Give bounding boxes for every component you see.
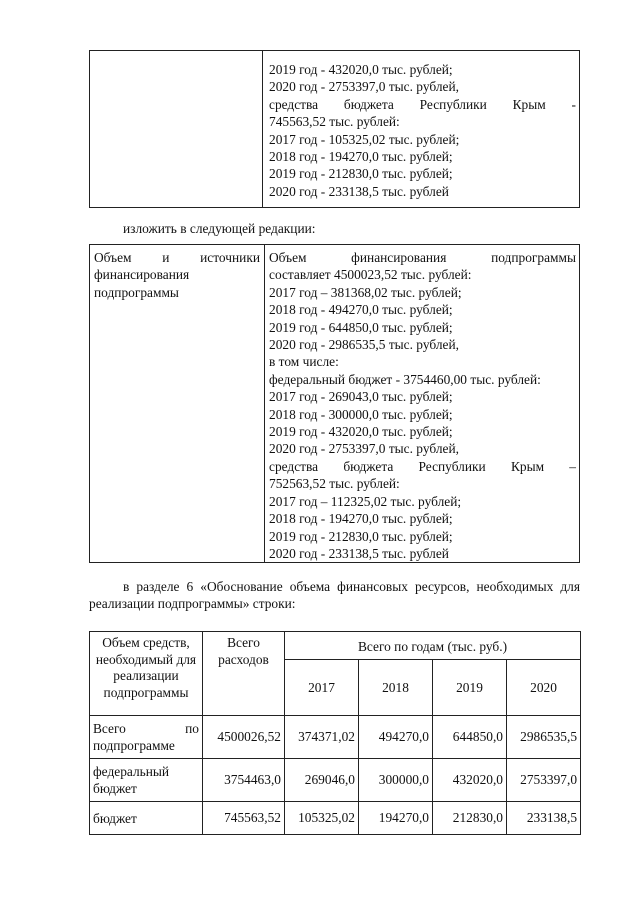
old-line: 2020 год - 233138,5 тыс. рублей (269, 183, 449, 199)
row-total: 3754463,0 (203, 759, 285, 802)
funding-table-old-value-cell (263, 51, 580, 208)
new-line: федеральный бюджет - 3754460,00 тыс. рублей: (269, 371, 541, 387)
row-value: 644850,0 (433, 716, 507, 759)
table-row (90, 716, 581, 759)
new-line: 2020 год - 233138,5 тыс. рублей (269, 545, 449, 561)
row-value: 269046,0 (285, 759, 359, 802)
header-by-years: Всего по годам (тыс. руб.) (285, 632, 581, 660)
header-volume: Объем средств, необходимый для реализации подпрограммы (90, 632, 203, 716)
row-value: 194270,0 (359, 802, 433, 835)
row-value: 105325,02 (285, 802, 359, 835)
old-line: 2017 год - 105325,02 тыс. рублей; (269, 131, 460, 147)
old-line: средства бюджета Республики Крым - (269, 96, 576, 112)
row-value: 233138,5 (507, 802, 581, 835)
new-line: 2019 год - 432020,0 тыс. рублей; (269, 424, 453, 440)
old-line: 2018 год - 194270,0 тыс. рублей; (269, 149, 453, 165)
row-value: 2753397,0 (507, 759, 581, 802)
row-label: Всего по подпрограмме (90, 716, 203, 759)
funding-table-new-label-cell (90, 245, 265, 563)
new-line: составляет 4500023,52 тыс. рублей: (269, 267, 472, 283)
funding-table-new (89, 244, 580, 563)
funding-table-new-value-cell (265, 245, 580, 563)
new-line: средства бюджета Республики Крым – (269, 458, 576, 474)
header-year: 2019 (433, 660, 507, 716)
row-total: 4500026,52 (203, 716, 285, 759)
row-value: 494270,0 (359, 716, 433, 759)
instruction-text: изложить в следующей редакции: (123, 221, 316, 236)
new-line: Объем финансирования подпрограммы (269, 250, 576, 265)
label-line: финансирования (94, 267, 190, 283)
row-value: 432020,0 (433, 759, 507, 802)
row-total: 745563,52 (203, 802, 285, 835)
header-year: 2017 (285, 660, 359, 716)
new-line: 2019 год - 644850,0 тыс. рублей; (269, 319, 453, 335)
old-line: 745563,52 тыс. рублей: (269, 114, 400, 130)
new-line: 2017 год – 112325,02 тыс. рублей; (269, 493, 462, 509)
label-line: Объем и источники (94, 250, 260, 265)
funding-by-year-table (89, 631, 581, 835)
table-row (90, 759, 581, 802)
new-line: 2017 год - 269043,0 тыс. рублей; (269, 389, 453, 405)
funding-table-old (89, 50, 580, 208)
table-row (90, 802, 581, 835)
new-line: 2017 год – 381368,02 тыс. рублей; (269, 284, 462, 300)
old-line: 2019 год - 432020,0 тыс. рублей; (269, 62, 453, 77)
row-value: 2986535,5 (507, 716, 581, 759)
new-line: в том числе: (269, 354, 339, 370)
old-line: 2020 год - 2753397,0 тыс. рублей, (269, 79, 459, 95)
new-line: 752563,52 тыс. рублей: (269, 476, 400, 492)
funding-table-old-label-cell (90, 51, 263, 208)
new-line: 2018 год - 194270,0 тыс. рублей; (269, 511, 453, 527)
header-year: 2020 (507, 660, 581, 716)
new-line: 2018 год - 300000,0 тыс. рублей; (269, 406, 453, 422)
row-label: бюджет (90, 802, 203, 835)
row-value: 212830,0 (433, 802, 507, 835)
old-line: 2019 год - 212830,0 тыс. рублей; (269, 166, 453, 182)
new-line: 2018 год - 494270,0 тыс. рублей; (269, 302, 453, 318)
row-value: 300000,0 (359, 759, 433, 802)
new-line: 2020 год - 2986535,5 тыс. рублей, (269, 337, 459, 353)
row-label: федеральный бюджет (90, 759, 203, 802)
section-6-text: в разделе 6 «Обоснование объема финансовых ресурсов, необходимых для реализации подпрограммы» строки: (89, 579, 580, 612)
new-line: 2019 год - 212830,0 тыс. рублей; (269, 528, 453, 544)
row-value: 374371,02 (285, 716, 359, 759)
label-line: подпрограммы (94, 284, 179, 300)
header-year: 2018 (359, 660, 433, 716)
header-total: Всего расходов (203, 632, 285, 716)
new-line: 2020 год - 2753397,0 тыс. рублей, (269, 441, 459, 457)
